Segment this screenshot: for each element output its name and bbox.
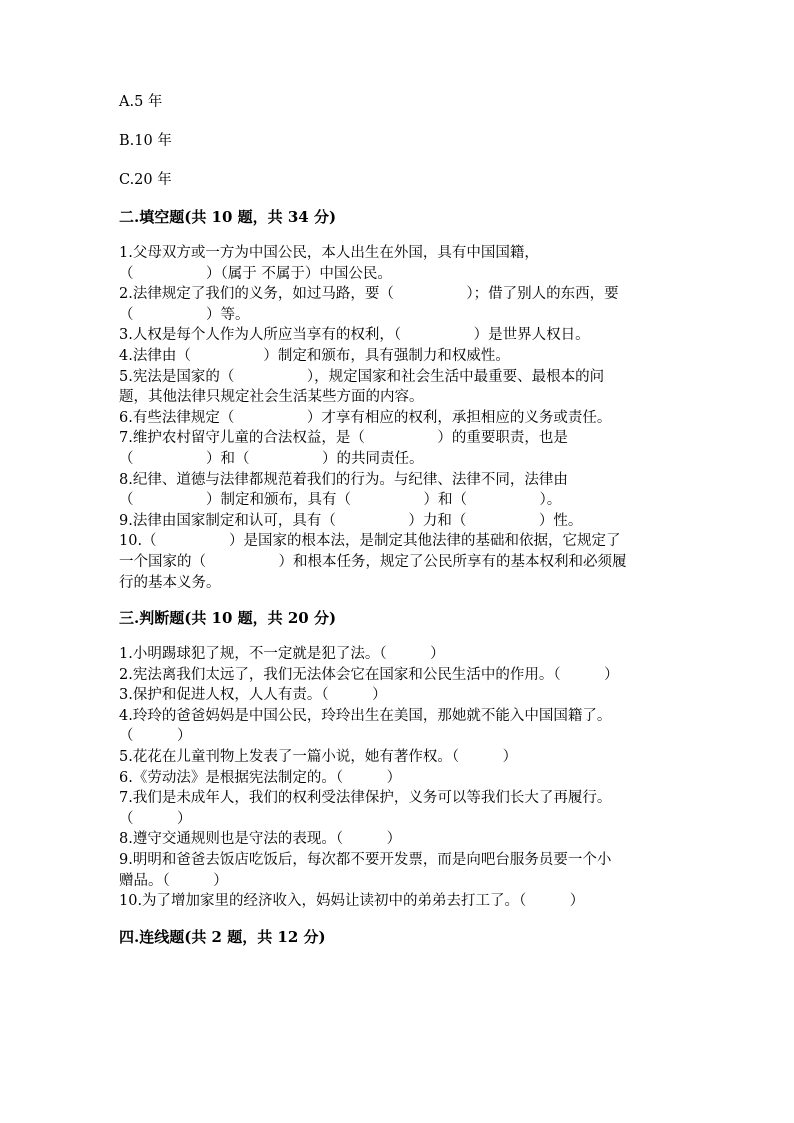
- question-line: 2.法律规定了我们的义务，如过马路，要（ ）；借了别人的东西，要: [119, 286, 619, 303]
- question-line: 6.有些法律规定（ ）才享有相应的权利，承担相应的义务或责任。: [119, 409, 612, 426]
- question-line: 6.《劳动法》是根据宪法制定的。（ ）: [119, 769, 402, 786]
- question-line: 2.宪法离我们太远了，我们无法体会它在国家和公民生活中的作用。（ ）: [119, 666, 619, 683]
- true-false-questions: [119, 644, 679, 912]
- question-line: 3.人权是每个人作为人所应当享有的权利，（ ）是世界人权日。: [119, 327, 590, 344]
- question-line: （ ）等。: [119, 306, 250, 323]
- question-line: （ ）制定和颁布，具有（ ）和（ ）。: [119, 492, 562, 509]
- question-line: 9.法律由国家制定和认可，具有（ ）力和（ ）性。: [119, 512, 583, 529]
- option-b: B.10 年: [119, 133, 172, 149]
- question-line: （ ）和（ ）的共同责任。: [119, 450, 424, 467]
- option-c: C.20 年: [119, 172, 172, 188]
- question-line: 一个国家的（ ）和根本任务，规定了公民所享有的基本权利和必须履: [119, 553, 627, 570]
- fill-blank-questions: [119, 243, 679, 593]
- question-line: 5.花花在儿童刊物上发表了一篇小说，她有著作权。（ ）: [119, 749, 518, 766]
- question-line: 7.维护农村留守儿童的合法权益，是（ ）的重要职责，也是: [119, 430, 568, 447]
- option-a: A.5 年: [119, 94, 163, 110]
- question-line: 4.法律由（ ）制定和颁布，具有强制力和权威性。: [119, 347, 510, 364]
- question-line: 7.我们是未成年人，我们的权利受法律保护，义务可以等我们长大了再履行。: [119, 790, 612, 807]
- question-line: （ ）（属于 不属于）中国公民。: [119, 265, 392, 282]
- question-line: （ ）: [119, 810, 192, 827]
- question-line: 5.宪法是国家的（ ），规定国家和社会生活中最重要、最根本的问: [119, 368, 605, 385]
- question-line: 10.为了增加家里的经济收入，妈妈让读初中的弟弟去打工了。（ ）: [119, 893, 585, 910]
- exam-page: [119, 92, 679, 948]
- question-line: 行的基本义务。: [119, 574, 221, 591]
- question-line: 9.明明和爸爸去饭店吃饭后，每次都不要开发票，而是向吧台服务员要一个小: [119, 852, 612, 869]
- question-line: 4.玲玲的爸爸妈妈是中国公民，玲玲出生在美国，那她就不能入中国国籍了。: [119, 707, 612, 724]
- question-line: 题，其他法律只规定社会生活某些方面的内容。: [119, 389, 424, 406]
- question-line: （ ）: [119, 728, 192, 745]
- question-line: 1.小明踢球犯了规，不一定就是犯了法。（ ）: [119, 646, 445, 663]
- section-title-true-false: 三.判断题(共 10 题，共 20 分): [119, 609, 337, 628]
- section-title-matching: 四.连线题(共 2 题，共 12 分): [119, 927, 326, 946]
- question-line: 8.纪律、道德与法律都规范着我们的行为。与纪律、法律不同，法律由: [119, 471, 568, 488]
- section-title-fill-blank: 二.填空题(共 10 题，共 34 分): [119, 208, 337, 226]
- question-line: 3.保护和促进人权，人人有责。（ ）: [119, 687, 387, 704]
- question-line: 8.遵守交通规则也是守法的表现。（ ）: [119, 831, 402, 848]
- question-line: 赠品。（ ）: [119, 872, 228, 889]
- question-line: 1.父母双方或一方为中国公民，本人出生在外国，具有中国国籍，: [119, 245, 539, 261]
- question-line: 10.（ ）是国家的根本法，是制定其他法律的基础和依据，它规定了: [119, 533, 621, 550]
